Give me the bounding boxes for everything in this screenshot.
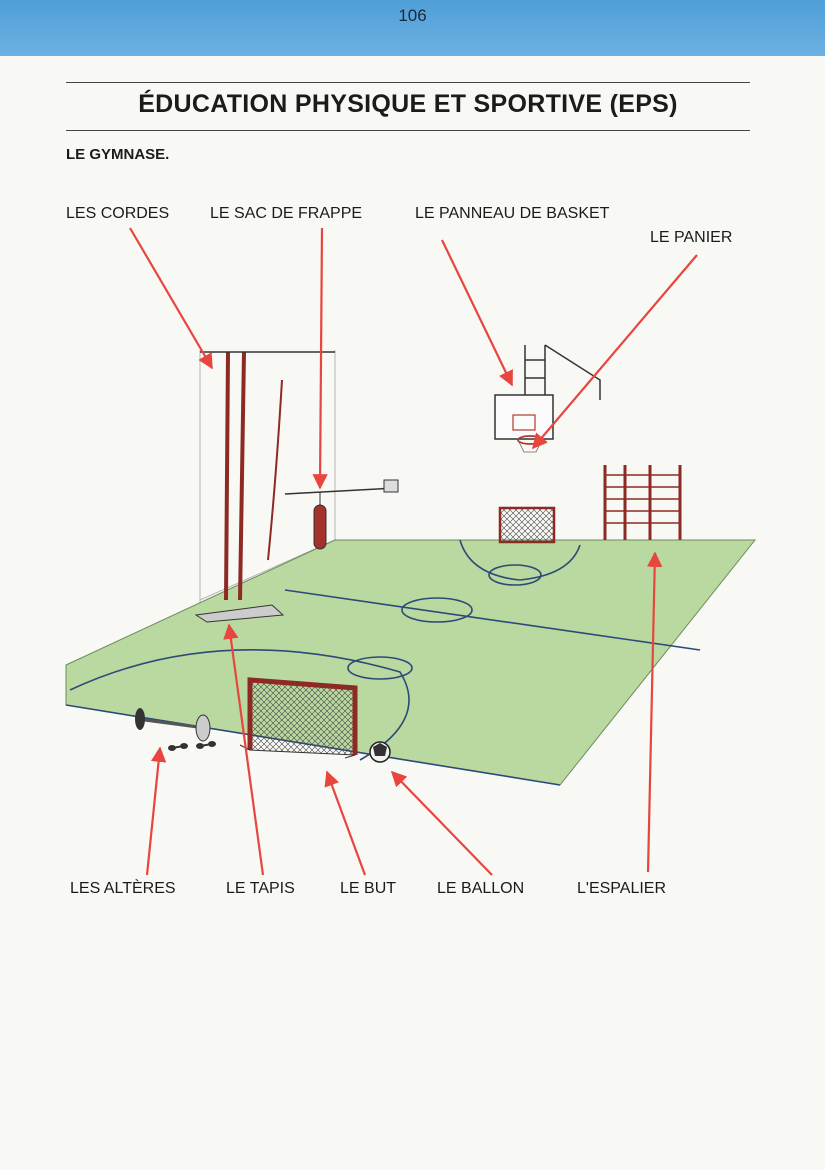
small-goal (500, 508, 554, 542)
label-alteres: LES ALTÈRES (70, 880, 176, 897)
arrow-sac (320, 228, 322, 488)
label-sac: LE SAC DE FRAPPE (210, 205, 363, 222)
page-number: 106 (398, 6, 427, 25)
ball (370, 742, 390, 762)
label-but: LE BUT (340, 880, 397, 897)
label-ballon: LE BALLON (437, 880, 525, 897)
page-title: ÉDUCATION PHYSIQUE ET SPORTIVE (EPS) (138, 90, 678, 118)
arrow-panneau (442, 240, 512, 385)
label-espalier: L'ESPALIER (577, 880, 667, 897)
label-cordes: LES CORDES (66, 205, 170, 222)
arrow-but (327, 772, 365, 875)
punching-bag (285, 480, 398, 549)
label-panier: LE PANIER (650, 229, 733, 246)
label-panneau: LE PANNEAU DE BASKET (415, 205, 610, 222)
basketball-hoop (495, 345, 600, 452)
section-subtitle: LE GYMNASE. (66, 146, 170, 163)
arrow-cordes (130, 228, 212, 368)
label-tapis: LE TAPIS (226, 880, 295, 897)
arrow-ballon (392, 772, 492, 875)
arrow-panier (533, 255, 697, 448)
arrow-alteres (147, 748, 160, 875)
wall-bars (605, 465, 680, 540)
main-goal (240, 680, 355, 758)
